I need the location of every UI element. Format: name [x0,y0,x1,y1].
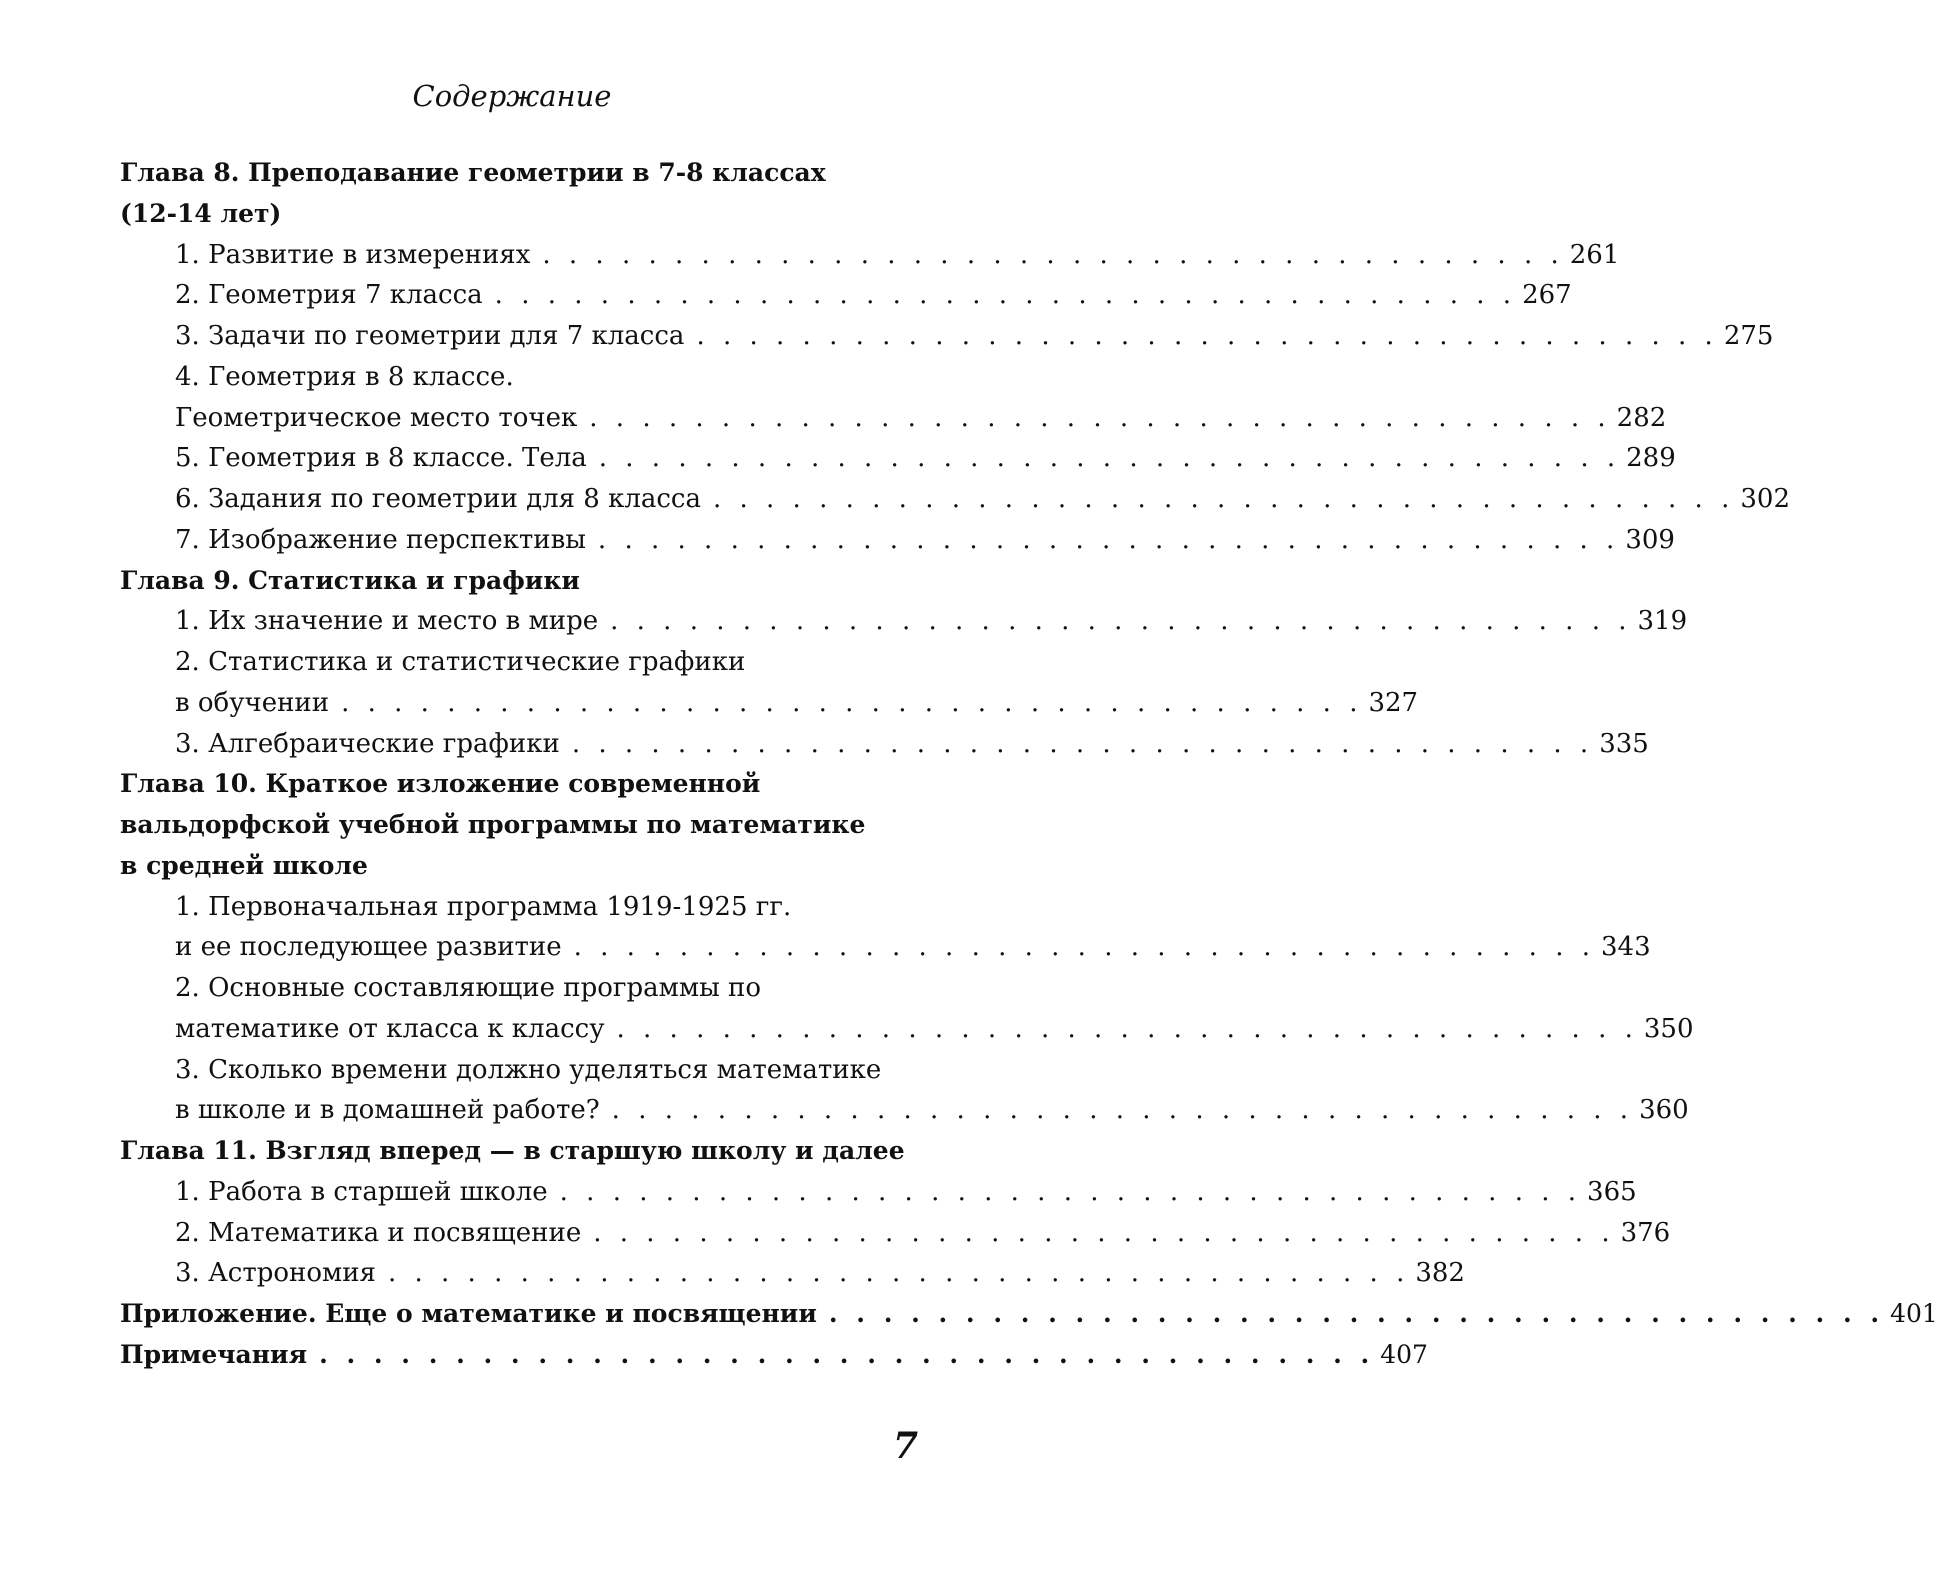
entry-page: 282 [1616,402,1667,433]
entry-page: 365 [1587,1176,1637,1207]
chapter-title: (12-14 лет) [120,198,282,228]
toc-entry[interactable] [120,235,1620,276]
toc-entry[interactable] [120,1213,1671,1254]
chapter-title: в средней школе [120,850,368,880]
entry-page: 335 [1599,728,1649,759]
toc-entry[interactable] [120,520,1675,561]
entry-page: 360 [1639,1095,1689,1126]
toc-entry[interactable] [120,398,1667,439]
entry-title: 1. Их значение и место в мире [175,606,599,637]
entry-page: 275 [1723,321,1774,351]
entry-title: Примечания [120,1339,308,1369]
entry-title: Приложение. Еще о математике и посвящении [120,1299,817,1328]
leader-dots: . . . . . . . . . . . . . . . . . . . . . . . . . . . . . . . . . . . . . . . [616,1013,1638,1044]
leader-dots: . . . . . . . . . . . . . . . . . . . . . . . . . . . . . . . . . . . . . . . [593,1217,1615,1248]
toc-entry[interactable] [120,683,1419,724]
leader-dots: . . . . . . . . . . . . . . . . . . . . . . . . . . . . . . . . . . . . . . . [559,1176,1582,1207]
entry-title: 3. Задачи по геометрии для 7 класса [175,321,685,351]
leader-dots: . . . . . . . . . . . . . . . . . . . . . . . . . . . . . . . . . . . . . . . [542,239,1564,270]
toc-entry[interactable] [120,1090,1689,1131]
leader-dots: . . . . . . . . . . . . . . . . . . . . . . . . . . . . . . . . . . . . . . . [712,484,1735,514]
chapter-title: Глава 8. Преподавание геометрии в 7-8 классах [120,158,826,187]
entry-page: 343 [1601,932,1651,963]
entry-page: 382 [1415,1258,1465,1289]
leader-dots: . . . . . . . . . . . . . . . . . . . . . . . . . . . . . . . . . . . . . . . [319,1339,1375,1369]
entry-page: 407 [1380,1339,1428,1369]
toc-entry[interactable] [120,438,1676,479]
entry-title-line[interactable]: 2. Основные составляющие программы по [175,973,762,1003]
page-number: 7 [892,1425,918,1467]
leader-dots: . . . . . . . . . . . . . . . . . . . . . . . . . . . . . . . . . . . . . . . [494,280,1517,311]
entry-page: 261 [1569,239,1620,270]
toc-entry-appendix[interactable] [120,1294,1938,1335]
chapter-title: Глава 11. Взгляд вперед — в старшую школу и далее [120,1136,905,1165]
entry-page: 327 [1368,687,1419,718]
entry-title: математике от класса к классу [175,1013,605,1044]
toc-entry[interactable] [120,1253,1465,1294]
entry-title: 6. Задания по геометрии для 8 класса [175,484,701,514]
entry-title: 5. Геометрия в 8 классе. Тела [175,443,587,474]
toc-entry[interactable] [120,724,1649,765]
entry-title: 2. Математика и посвящение [175,1217,582,1248]
leader-dots: . . . . . . . . . . . . . . . . . . . . . . . . . . . . . . . . . . . . . . . [597,524,1620,555]
entry-title: 7. Изображение перспективы [175,524,586,555]
leader-dots: . . . . . . . . . . . . . . . . . . . . . . . . . . . . . . . . . . . . . . . [387,1258,1410,1289]
toc-entry[interactable] [120,316,1774,357]
leader-dots: . . . . . . . . . . . . . . . . . . . . . . . . . . . . . . . . . . . . . . . [598,443,1621,474]
toc-entry[interactable] [120,275,1572,316]
toc-entry[interactable] [120,601,1688,642]
entry-title: 2. Геометрия 7 класса [175,280,483,311]
chapter-title: Глава 9. Статистика и графики [120,565,580,595]
entry-title: Геометрическое место точек [175,402,578,433]
entry-title: 1. Развитие в измерениях [175,239,531,270]
entry-page: 267 [1522,280,1572,311]
toc-entry[interactable] [120,1009,1694,1050]
leader-dots: . . . . . . . . . . . . . . . . . . . . . . . . . . . . . . . . . . . . . . . [571,728,1594,759]
entry-title: 3. Алгебраические графики [175,728,560,759]
entry-title-line[interactable]: 1. Первоначальная программа 1919-1925 гг. [175,891,792,922]
leader-dots: . . . . . . . . . . . . . . . . . . . . . . . . . . . . . . . . . . . . . . . [828,1299,1885,1328]
entry-title: и ее последующее развитие [175,932,562,963]
leader-dots: . . . . . . . . . . . . . . . . . . . . . . . . . . . . . . . . . . . . . . . [696,321,1718,351]
toc-entry[interactable] [120,1172,1637,1213]
leader-dots: . . . . . . . . . . . . . . . . . . . . . . . . . . . . . . . . . . . . . . . [611,1095,1634,1126]
leader-dots: . . . . . . . . . . . . . . . . . . . . . . . . . . . . . . . . . . . . . . . [589,402,1611,433]
entry-page: 319 [1637,606,1688,637]
entry-page: 376 [1620,1217,1671,1248]
entry-page: 309 [1625,524,1675,555]
toc-entry[interactable] [120,479,1790,520]
entry-page: 350 [1643,1013,1694,1044]
leader-dots: . . . . . . . . . . . . . . . . . . . . . . . . . . . . . . . . . . . . . . . [610,606,1632,637]
leader-dots: . . . . . . . . . . . . . . . . . . . . . . . . . . . . . . . . . . . . . . . [341,687,1363,718]
entry-title: 1. Работа в старшей школе [175,1176,548,1207]
toc-entry[interactable] [120,927,1651,968]
entry-title-line[interactable]: 2. Статистика и статистические графики [175,647,746,677]
page-header: Содержание [412,79,612,113]
chapter-title: вальдорфской учебной программы по математике [120,810,866,839]
entry-page: 289 [1626,443,1676,474]
entry-page: 302 [1740,484,1790,514]
leader-dots: . . . . . . . . . . . . . . . . . . . . . . . . . . . . . . . . . . . . . . . [573,932,1596,963]
chapter-title: Глава 10. Краткое изложение современной [120,769,761,799]
table-of-contents [120,153,1938,1376]
entry-title: в школе и в домашней работе? [175,1095,600,1126]
entry-title: 3. Астрономия [175,1258,376,1289]
toc-entry-notes[interactable] [120,1335,1428,1376]
entry-page: 401 [1890,1299,1938,1328]
entry-title-line[interactable]: 3. Сколько времени должно уделяться математике [175,1054,882,1085]
entry-title: в обучении [175,687,330,718]
entry-title-line[interactable]: 4. Геометрия в 8 классе. [175,361,514,392]
